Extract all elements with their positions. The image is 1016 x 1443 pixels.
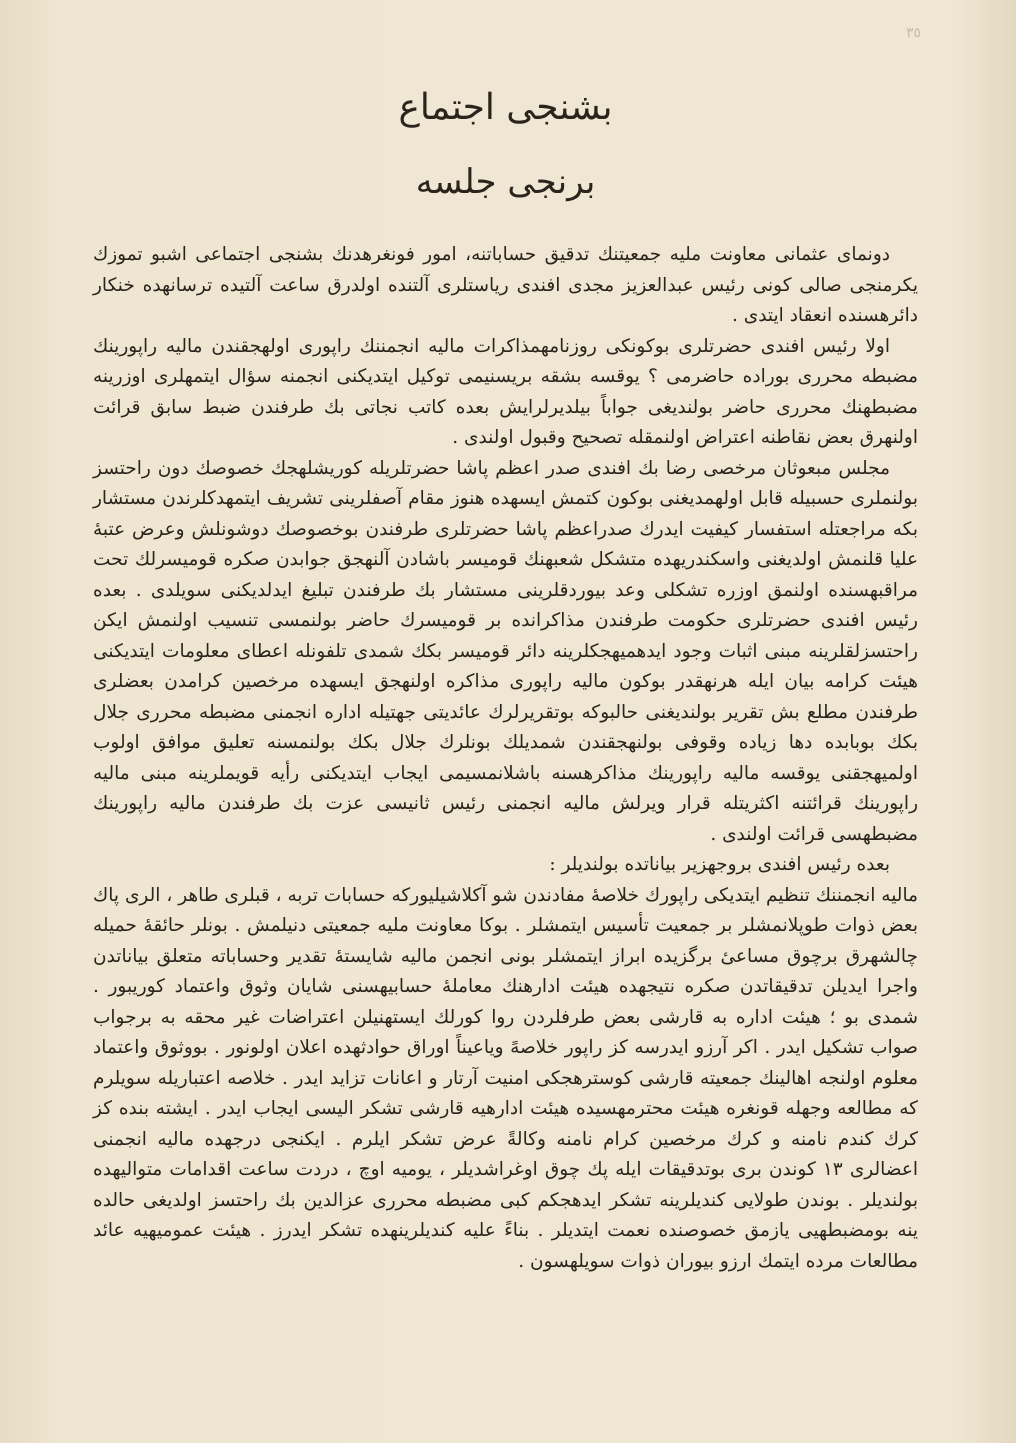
paragraph-finance-report: مالیه انجمننك تنظیم ایتدیكی راپورك خلاصهٔ مفادندن شو آكلاشیلیوركه حسابات تربه ، قبلری طاهر ، الری پاك بعض ذوات طوپلانمشلر بر جمعیت تأسیس ایتمشلر . بوكا معاونت ملیه جمعیتی دنیلمش . بونلر حائقهٔ حمیله چالشهرق برچوق مساعیٔ برگزیده ابراز ایتمشلر بونی انجمن مالیه شایستهٔ تقدیر وحساباته متعلق بیاناتدن واجرا ایدیلن تدقیقاتدن صكره نتیجهده هیئت ادارهنك معاملهٔ حسابیهسنی شایان وثوق واعتماد كوریبور . شمدی بو ؛ هیئت اداره به قارشی بعض طرفلردن روا كورلك ایستهنیلن اعتراضات غیر محقه به برجواب صواب تشكیل ایدر . اكر آرزو ایدرسه كز راپور خلاصهً ویاعیناً اوراق حوادثهده اعلان اولونور . بووثوق واعتماد معلوم اولنجه اهالینك جمعیته قارشی كوسترهجكی امنیت آرتار و اعانات تزاید ایدر . خلاصه اعتباریله سویلرم كه مطالعه وجهله قونغره هیئت محترمهسیده هیئت ادارهیه قارشی تشكر الیسی ایجاب ایدر . ایشته بنده كز كرك كندم نامنه و كرك مرخصین كرام نامنه وكالةً عرض تشكر ایلرم . ایكنجی درجهده مالیه انجمنی اعضالری ١٣ كوندن بری بوتدقیقات ایله پك چوق اوغراشدیلر ، یومیه اوچ ، دردت ساعت اقدامات متوالیهده بولندیلر . بوندن طولایی كندیلرینه تشكر ایدهجكم كبی مضبطه محرری عزالدین بك راحتسز اولدیغی حالده ینه بومضبطهیی یازمق خصوصنده نعمت ایتدیلر . بناءً علیه كندیلرینهده تشكر ایدرز . هیئت عمومیهیه عائد مطالعات مرده ایتمك ارزو بیوران ذوات سویلهسون .	[93, 884, 918, 1272]
page-title: بشنجی اجتماع	[398, 87, 613, 128]
paragraph-statement-intro: بعده رئیس افندی بروجهزیر بیاناتده بولندیلر :	[549, 854, 890, 875]
paragraph-minutes: اولا رئیس افندی حضرتلری بوكونكی روزنامهمذاكرات مالیه انجمننك راپوری اولهجقندن مالیه راپورینك مضبطه محرری بوراده حاضرمی ؟ یوقسه بشقه بریسنیمی توكیل ایتدیكنی انجمنه سؤال ایتمهلری اوزرینه مضبطهنك محرری حاضر بولندیغی جواباً بیلدیرلرایش بعده كاتب نجاتی بك طرفندن ضبط سابق قرائت اولنهرق بعض نقاطنه اعتراض اولنمقله تصحیح وقبول اولندی .	[93, 335, 918, 448]
paragraph-commissioner: مجلس مبعوثان مرخصی رضا بك افندی صدر اعظم پاشا حضرتلریله كوریشلهجك خصوصك دون راحتسز بولنملری حسبیله قابل اولهمدیغنی بوكون كتمش ایسهده هنوز مقام آصفلرینی تشریف ایتمهدكلرندن مستشار بكه مراجعتله استفسار كیفیت ایدرك صدراعظم پاشا حضرتلری طرفندن بوخصوصك دوشونلش وعرض عتبهٔ علیا قلنمش اولدیغنی واسكندریهده متشكل شعبهنك قومیسر باشادن آلنهجق جوابدن صكره قومیسرلك تحت مراقبهسنده اولنمق اوزره تشكلی وعد بیوردقلرینی مستشار بك طرفندن تبلیغ ایدلدیكنی سویلدی . بعده رئیس افندی حضرتلری حكومت طرفندن مذاكرانده بر قومیسرك حاضر بولنمسی تنسیب اولنمش ایكن راحتسزلقلرینه مبنی اثبات وجود ایدهمیهجكلرینه دائر قومیسر بكك شمدی تلفونله اعطای معلومات ایتدیكنی هیئت كرامه بیان ایله هرنهقدر بوكون مالیه راپوری مذاكره اولنهجق ایسهده مرخصین كرامدن بعضلری طرفندن مطلع بش تقریر بولندیغنی حالبوكه بوتقریرلرك عائدیتی جهتیله اداره انجمنی مضبطه محرری جلال بكك بوبابده دها زیاده وقوفی بولنهجقندن شمدیلك بونلرك جلال بكك بولنمسنه تعلیق موافق اولوب اولمیهجقنی یوقسه مالیه راپورینك مذاكرهسنه باشلانمسیمی ایجاب ایتدیكنی رأیه قویملرینه مبنی مالیه راپورینك قرائتنه اكثریتله قرار ویرلش مالیه انجمنی رئیس ثانیسی عزت بك طرفندن مالیه راپورینك مضبطهسی قرائت اولندی .	[93, 457, 918, 845]
session-subtitle: برنجی جلسه	[415, 162, 596, 202]
paragraph-opening: دونمای عثمانی معاونت ملیه جمعیتنك تدقیق حساباتنه، امور فونغرهدنك بشنجی اجتماعی اشبو تموزك یكرمنجی صالی كونی رئیس عبدالعزیز مجدی افندی ریاستلری آلتنده اولدرق ساعت آلتیده ترسانهده خنكار دائرهسنده انعقاد ایتدی .	[93, 244, 918, 326]
page-folio: ٣٥	[905, 25, 921, 41]
document-body	[93, 80, 918, 1277]
